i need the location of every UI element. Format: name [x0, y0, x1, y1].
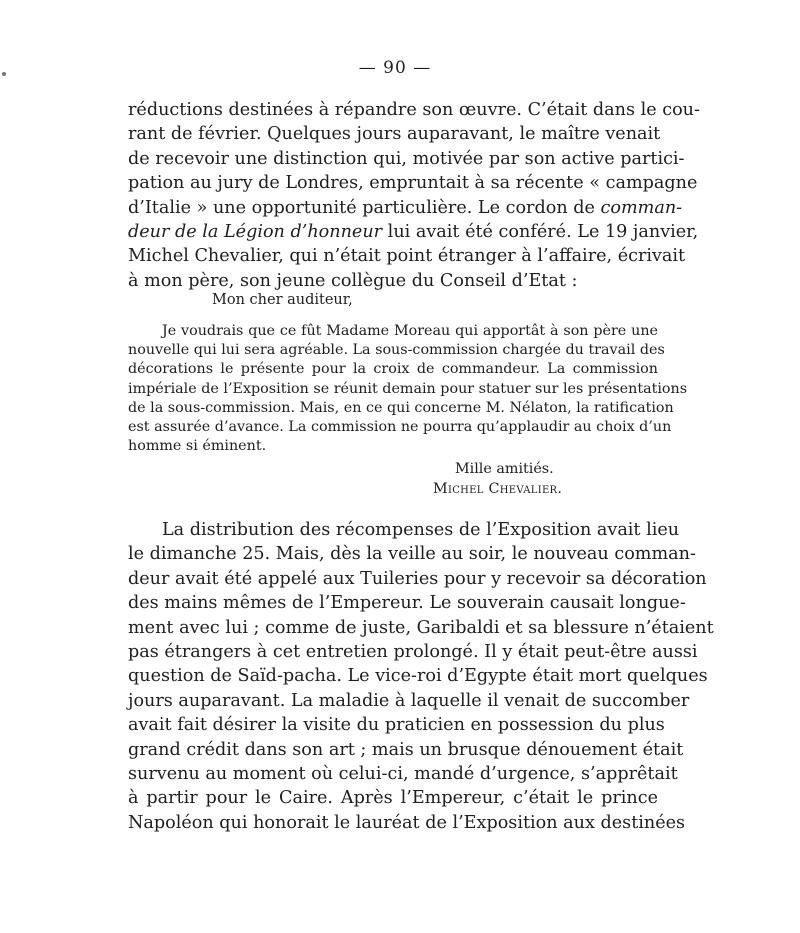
text-line: avait fait désirer la visite du praticien en possession du plus	[128, 715, 665, 736]
text-segment: lui avait été conféré. Le 19 janvier,	[382, 222, 699, 243]
letter-line: est assurée d’avance. La commission ne pourra qu’applaudir au choix d’un	[128, 419, 672, 436]
text-line: pation au jury de Londres, empruntait à sa récente « campagne	[128, 173, 698, 194]
text-line: Napoléon qui honorait le lauréat de l’Exposition aux destinées	[128, 812, 686, 833]
letter-line: homme si éminent.	[128, 438, 267, 455]
letter-body	[128, 322, 688, 456]
letter-line: de la sous-commission. Mais, en ce qui concerne M. Nélaton, la ratification	[128, 399, 674, 416]
text-line: ment avec lui ; comme de juste, Garibaldi et sa blessure n’étaient	[128, 617, 714, 638]
page-number: — 90 —	[358, 58, 432, 78]
paragraph-1	[128, 98, 700, 293]
text-line: des mains mêmes de l’Empereur. Le souverain causait longue-	[128, 593, 686, 614]
letter-line: décorations le présente pour la croix de commandeur. La commission	[128, 361, 658, 378]
text-line: jours auparavant. La maladie à laquelle il venait de succomber	[128, 690, 690, 711]
text-line	[128, 196, 683, 220]
text-line: Michel Chevalier, qui n’était point étranger à l’affaire, écrivait	[128, 246, 686, 267]
text-line: à mon père, son jeune collègue du Conseil d’Etat :	[128, 270, 578, 291]
italic-segment: deur de la Légion d’honneur	[128, 222, 383, 243]
text-line: La distribution des récompenses de l’Exposition avait lieu	[162, 520, 680, 540]
text-line: question de Saïd-pacha. Le vice-roi d’Egypte était mort quelques	[128, 666, 708, 687]
italic-segment: comman-	[600, 197, 683, 218]
text-line	[128, 220, 699, 244]
letter-salutation: Mon cher auditeur,	[212, 292, 353, 308]
letter-closing: Mille amitiés.	[455, 461, 554, 477]
letter-line: impériale de l’Exposition se réunit demain pour statuer sur les présentations	[128, 380, 688, 397]
text-line: deur avait été appelé aux Tuileries pour y recevoir sa décoration	[128, 568, 707, 589]
text-line: le dimanche 25. Mais, dès la veille au soir, le nouveau comman-	[128, 544, 696, 565]
text-line: pas étrangers à cet entretien prolongé. Il y était peut-être aussi	[128, 642, 698, 663]
text-line: rant de février. Quelques jours auparavant, le maître venait	[128, 124, 661, 145]
text-line: réductions destinées à répandre son œuvre. C’était dans le cou-	[128, 100, 700, 120]
text-line: de recevoir une distinction qui, motivée par son active partici-	[128, 148, 685, 169]
text-segment: d’Italie » une opportunité particulière. Le cordon de	[128, 197, 601, 218]
text-line: à partir pour le Caire. Après l’Empereur, c’était le prince	[128, 788, 658, 809]
text-line: grand crédit dans son art ; mais un brusque dénouement était	[128, 739, 684, 760]
letter-line: nouvelle qui lui sera agréable. La sous-commission chargée du travail des	[128, 342, 665, 359]
letter-line: Je voudrais que ce fût Madame Moreau qui apportât à son père une	[162, 323, 658, 339]
text-line: survenu au moment où celui-ci, mandé d’urgence, s’apprêtait	[128, 764, 678, 785]
letter-signature: Michel Chevalier.	[433, 481, 563, 497]
paragraph-2	[128, 518, 714, 835]
